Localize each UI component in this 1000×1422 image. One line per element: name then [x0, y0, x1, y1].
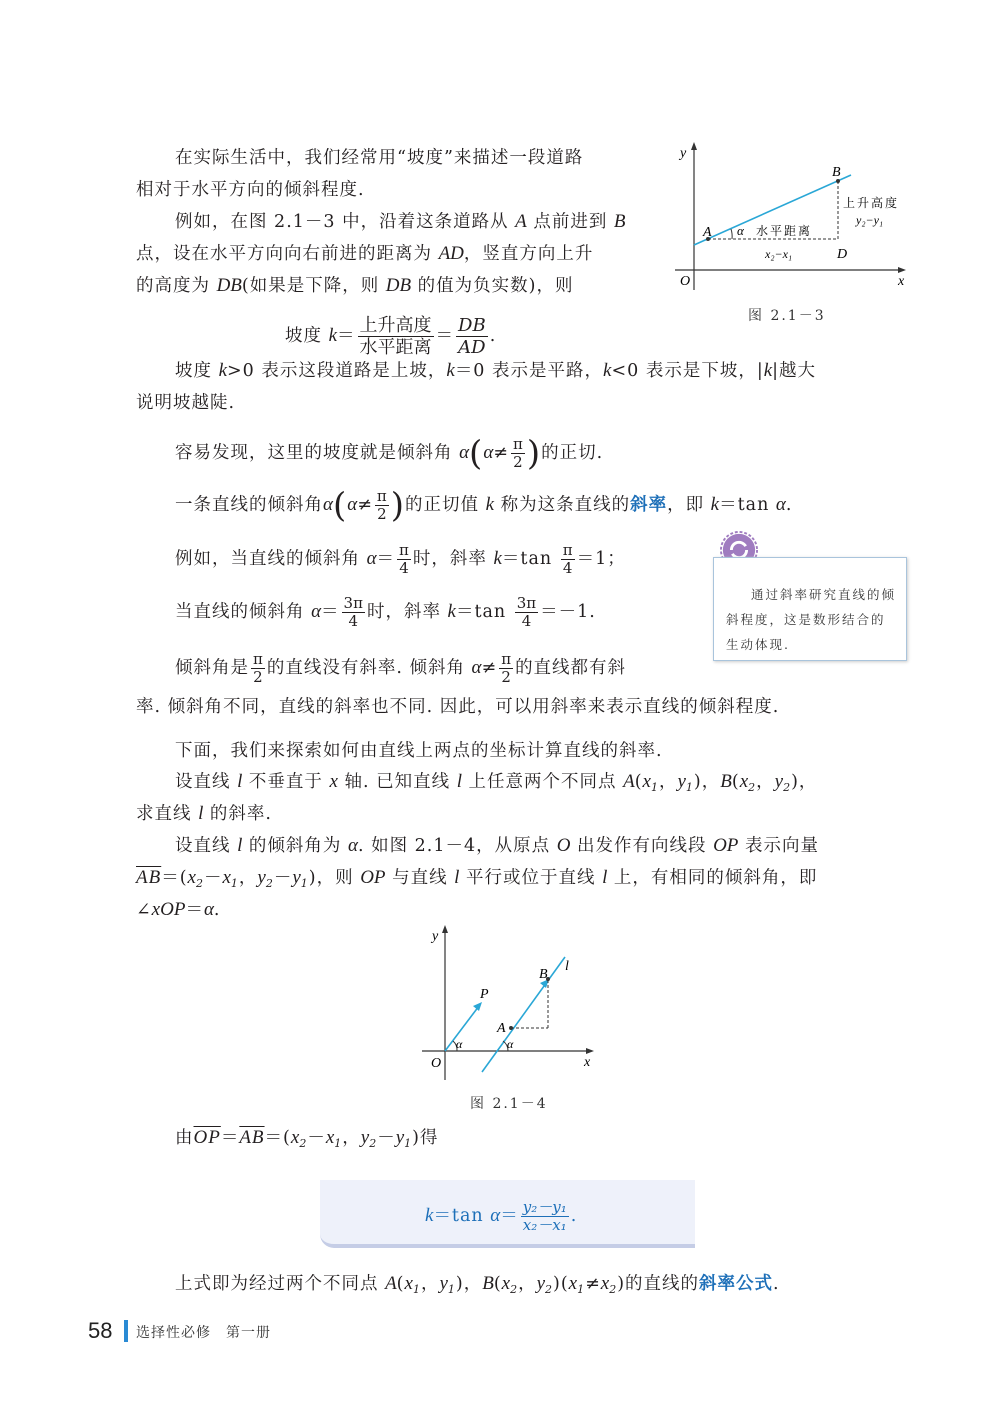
text-run: ，: [342, 1128, 361, 1148]
a-label: A: [497, 1021, 506, 1036]
math-variable: DB: [385, 275, 412, 296]
alpha-label-l: α: [507, 1037, 514, 1051]
text-line: [175, 433, 604, 474]
l-label: l: [565, 959, 569, 974]
fraction-numerator: π: [512, 435, 523, 453]
text-run: (: [493, 1274, 502, 1294]
text-run: )，: [693, 772, 721, 792]
a-label: A: [703, 225, 712, 240]
y-axis-arrow: [691, 142, 697, 150]
vector-op-arrow: [473, 1002, 482, 1011]
text-line: [136, 802, 272, 826]
fraction-denominator: 2: [253, 668, 263, 686]
text-run: ＝: [376, 549, 396, 569]
text-run: ≠: [357, 495, 373, 515]
text-run: 的倾斜角为: [242, 836, 348, 856]
subscript: 2: [545, 1283, 554, 1296]
math-variable: x: [739, 771, 749, 792]
text-line: [175, 485, 793, 526]
math-variable: α: [471, 657, 482, 678]
fraction-numerator: 上升高度: [359, 315, 432, 336]
slope-formula: [425, 1199, 577, 1234]
text-line: [175, 834, 819, 858]
fraction-denominator: 4: [521, 612, 532, 630]
text-run: (: [634, 772, 643, 792]
text-run: ，即: [667, 495, 711, 515]
math-variable: k: [328, 325, 338, 346]
math-variable: l: [237, 771, 243, 792]
text-line: [136, 695, 779, 719]
text-run: 当直线的倾斜角: [175, 602, 312, 622]
text-run: ＝(: [161, 868, 188, 888]
text-run: .: [773, 1274, 780, 1294]
text-run: )，: [791, 772, 818, 792]
text-run: 不垂直于: [242, 772, 330, 792]
y-label: y: [432, 929, 439, 944]
text-run: .: [785, 495, 793, 515]
text-run: )，: [455, 1274, 483, 1294]
b-label: B: [539, 967, 548, 982]
math-variable: x: [501, 1273, 511, 1294]
line-l: [482, 957, 565, 1072]
text-run: ＝tan: [719, 495, 776, 515]
side-note: [713, 557, 907, 661]
fraction: [375, 488, 389, 523]
math-variable: x: [187, 867, 196, 888]
math-variable: y: [292, 867, 301, 888]
text-run: 坡度: [285, 326, 329, 346]
text-run: ≠: [585, 1274, 601, 1294]
text-run: 的值为负实数)，则: [411, 276, 574, 296]
text-line: [175, 1272, 780, 1302]
alpha-label-o: α: [456, 1037, 463, 1051]
math-variable: k: [218, 360, 228, 381]
figure-caption: 图 2.1－4: [470, 1096, 548, 1112]
text-run: 由: [175, 1128, 194, 1148]
figure-2-1-4: [410, 920, 610, 1085]
b-label: B: [832, 165, 841, 180]
math-variable: x: [568, 1273, 578, 1294]
math-variable: α: [490, 1205, 501, 1226]
text-line: [175, 1126, 438, 1156]
text-line: [175, 542, 626, 577]
fraction: [251, 651, 265, 686]
fraction-numerator: π: [399, 541, 409, 559]
math-variable: x: [329, 771, 338, 792]
text-run: (如果是下降，则: [241, 276, 386, 296]
text-line: [136, 391, 235, 415]
text-line: [175, 595, 596, 630]
subscript: 2: [265, 877, 274, 890]
text-run: ＝: [185, 900, 204, 920]
math-variable: y: [536, 1273, 546, 1294]
subscript: 1: [412, 1283, 421, 1296]
keyword: 斜率公式: [699, 1274, 774, 1294]
text-run: ＝: [435, 326, 455, 346]
figure-caption: 图 2.1－3: [748, 308, 826, 324]
text-run: .: [570, 1206, 578, 1226]
vector: $\overline{AB}$: [239, 1127, 265, 1148]
fraction-denominator: 2: [513, 453, 523, 471]
fraction-denominator: 2: [501, 668, 511, 686]
text-run: ＝(: [264, 1128, 291, 1148]
fraction: [521, 1199, 569, 1234]
math-variable: l: [198, 803, 204, 824]
subscript: 2: [748, 781, 757, 794]
text-run: ＝: [337, 326, 356, 346]
text-run: 时，斜率: [366, 602, 448, 622]
math-variable: k: [493, 548, 502, 569]
math-variable: α: [459, 442, 470, 463]
math-variable: k: [603, 360, 612, 381]
page-number: 58: [88, 1318, 113, 1343]
math-variable: l: [237, 835, 243, 856]
text-run: 一条直线的倾斜角: [175, 495, 323, 515]
text-run: 设直线: [175, 836, 238, 856]
math-variable: l: [456, 771, 462, 792]
text-run: ＝0 表示是平路，: [454, 361, 604, 381]
alpha-label: α: [737, 223, 744, 238]
text-run: 的正切.: [541, 443, 604, 463]
text-run: ＝1；: [576, 549, 626, 569]
fraction-numerator: y₂－y₁: [522, 1198, 567, 1216]
math-variable: α: [311, 601, 322, 622]
figure-2-1-3: [670, 140, 920, 330]
math-variable: k: [446, 360, 455, 381]
math-variable: x: [600, 1273, 610, 1294]
text-run: 时，斜率: [412, 549, 494, 569]
text-run: －: [307, 1128, 326, 1148]
text-run: |越大: [772, 361, 817, 381]
math-variable: α: [323, 494, 333, 515]
text-run: ，: [420, 1274, 440, 1294]
text-line: [175, 770, 817, 800]
math-variable: y: [257, 867, 266, 888]
text-run: )，则: [308, 868, 361, 888]
dx-label: x₂−x₁: [765, 247, 793, 261]
text-line: [175, 359, 816, 383]
text-run: ＝tan: [501, 549, 559, 569]
fraction-numerator: π: [376, 487, 387, 505]
text-line: [136, 178, 365, 202]
text-run: <0 表示是下坡，|: [611, 361, 764, 381]
text-run: .: [213, 900, 221, 920]
text-run: ，: [238, 868, 258, 888]
text-line: [175, 739, 663, 763]
fraction: [358, 315, 434, 358]
math-variable: OP: [360, 867, 386, 888]
text-run: ＝tan: [455, 602, 513, 622]
fraction: [456, 315, 488, 358]
fraction-numerator: 3π: [343, 594, 363, 612]
math-variable: k: [710, 494, 720, 515]
text-line: [136, 898, 221, 922]
text-line: [175, 651, 626, 686]
math-variable: y: [395, 1127, 405, 1148]
text-line: [175, 146, 583, 170]
dy-label: y₂−y₁: [856, 213, 884, 227]
slope-formula-box: [320, 1180, 695, 1248]
fraction: [515, 595, 538, 630]
math-variable: α: [366, 548, 377, 569]
subscript: 1: [685, 781, 694, 794]
x-axis-arrow: [898, 267, 906, 273]
math-variable: α: [483, 442, 494, 463]
math-variable: y: [774, 771, 784, 792]
math-variable: A: [515, 211, 527, 232]
vector: $\overline{AB}$: [136, 867, 162, 888]
x-axis-arrow: [586, 1048, 594, 1054]
text-run: 表示向量: [738, 836, 819, 856]
math-variable: A: [623, 771, 635, 792]
fraction: [511, 436, 525, 471]
text-run: ＝－1.: [540, 602, 596, 622]
math-variable: α: [203, 899, 214, 920]
text-run: 在实际生活中，我们经常用“坡度”来描述一段道路: [175, 148, 584, 168]
math-variable: x: [290, 1127, 300, 1148]
text-run: －: [203, 868, 223, 888]
horizontal-distance-label: 水平距离: [756, 224, 813, 238]
p-label: P: [480, 987, 489, 1002]
text-run: ＝: [500, 1206, 519, 1226]
math-variable: l: [454, 867, 460, 888]
math-variable: α: [348, 835, 358, 856]
text-run: 率. 倾斜角不同，直线的斜率也不同. 因此，可以用斜率来表示直线的倾斜程度.: [136, 697, 780, 717]
text-run: －: [377, 1128, 396, 1148]
subscript: 2: [195, 877, 204, 890]
fraction-numerator: π: [562, 541, 573, 559]
math-variable: k: [425, 1205, 434, 1226]
x-label: x: [584, 1055, 591, 1070]
fraction-denominator: x₂－x₁: [522, 1216, 567, 1234]
fraction-denominator: 水平距离: [359, 337, 432, 358]
text-run: . 如图 2.1－4，从原点: [357, 836, 557, 856]
fraction: [499, 651, 513, 686]
fraction-numerator: π: [501, 650, 512, 668]
text-run: ，: [658, 772, 678, 792]
text-run: 下面，我们来探索如何由直线上两点的坐标计算直线的斜率.: [175, 741, 663, 761]
text-run: 例如，当直线的倾斜角: [175, 549, 367, 569]
parenthesis: (: [332, 485, 348, 526]
math-variable: α: [347, 494, 358, 515]
text-line: [136, 866, 817, 896]
math-variable: B: [720, 771, 732, 792]
text-run: －: [273, 868, 293, 888]
text-run: 的直线都有斜: [515, 658, 627, 678]
math-variable: y: [360, 1127, 370, 1148]
text-run: 上式即为经过两个不同点: [175, 1274, 386, 1294]
text-run: 出发作有向线段: [570, 836, 714, 856]
text-line: [136, 242, 593, 266]
text-run: 的斜率.: [203, 804, 272, 824]
fraction-denominator: 4: [399, 559, 409, 577]
text-run: 与直线: [385, 868, 455, 888]
text-run: ∠: [136, 900, 152, 920]
text-line: [136, 274, 574, 298]
math-variable: k: [763, 360, 773, 381]
text-run: 上任意两个不同点: [461, 772, 624, 792]
origin-label: O: [431, 1056, 442, 1071]
y-axis-arrow: [442, 925, 448, 933]
text-run: 的正切值: [405, 495, 486, 515]
text-run: >0 表示这段道路是上坡，: [227, 361, 447, 381]
text-run: (: [396, 1274, 405, 1294]
parenthesis: ): [390, 485, 406, 526]
fraction-numerator: 3π: [516, 594, 537, 612]
d-label: D: [837, 247, 848, 262]
text-run: 点前进到: [526, 212, 614, 232]
text-run: )(: [553, 1274, 569, 1294]
math-variable: α: [775, 494, 786, 515]
fraction-denominator: 2: [377, 505, 387, 523]
text-run: 倾斜角是: [175, 658, 249, 678]
text-run: ，: [756, 772, 775, 792]
math-variable: k: [447, 601, 456, 622]
subscript: 1: [334, 1137, 343, 1150]
text-run: ≠: [481, 658, 498, 678]
rise-label: 上升高度: [843, 196, 900, 210]
fraction-denominator: AD: [458, 337, 486, 358]
fraction: [342, 595, 365, 630]
text-run: 轴. 已知直线: [337, 772, 457, 792]
side-note-text: 通过斜率研究直线的倾斜程度，这是数形结合的生动体现.: [726, 587, 897, 652]
fraction-numerator: DB: [458, 315, 486, 336]
fraction: [561, 542, 575, 577]
text-run: 求直线: [136, 804, 199, 824]
math-variable: y: [677, 771, 686, 792]
text-run: 相对于水平方向的倾斜程度.: [136, 180, 365, 200]
point-a: [509, 1026, 513, 1030]
text-run: 说明坡越陡.: [136, 393, 236, 413]
parenthesis: (: [469, 433, 484, 474]
text-run: ，: [518, 1274, 537, 1294]
footer-divider: [124, 1320, 128, 1342]
subscript: 1: [650, 781, 659, 794]
y-label: y: [680, 146, 687, 161]
text-run: )得: [412, 1128, 439, 1148]
subscript: 1: [300, 877, 309, 890]
text-run: ＝: [321, 602, 340, 622]
fraction-numerator: π: [253, 650, 263, 668]
subscript: 2: [299, 1137, 308, 1150]
fraction-denominator: 4: [562, 559, 573, 577]
subscript: 1: [404, 1137, 413, 1150]
subscript: 2: [609, 1283, 618, 1296]
angle-arc: [731, 229, 732, 239]
subscript: 2: [510, 1283, 519, 1296]
subscript: 2: [783, 781, 792, 794]
text-run: ＝: [220, 1128, 240, 1148]
math-variable: y: [439, 1273, 448, 1294]
math-variable: l: [602, 867, 608, 888]
text-run: ＝tan: [433, 1206, 491, 1226]
book-title: 选择性必修 第一册: [136, 1325, 271, 1341]
text-run: 设直线: [175, 772, 238, 792]
text-run: .: [489, 326, 497, 346]
text-run: 点，设在水平方向向右前进的距离为: [136, 244, 439, 264]
math-variable: x: [642, 771, 651, 792]
subscript: 1: [447, 1283, 456, 1296]
math-variable: O: [556, 835, 571, 856]
text-run: 容易发现，这里的坡度就是倾斜角: [175, 443, 460, 463]
math-variable: x: [404, 1273, 413, 1294]
parenthesis: ): [526, 433, 542, 474]
math-variable: A: [385, 1273, 397, 1294]
vector: $\overline{OP}$: [193, 1127, 221, 1148]
text-run: 上，有相同的倾斜角，即: [607, 868, 818, 888]
fraction: [397, 542, 411, 577]
text-line: [175, 210, 626, 234]
subscript: 1: [230, 877, 239, 890]
text-run: 例如，在图 2.1－3 中，沿着这条道路从: [175, 212, 516, 232]
text-run: (: [731, 772, 740, 792]
math-variable: AD: [438, 243, 464, 264]
text-run: 平行或位于直线: [459, 868, 603, 888]
math-variable: k: [485, 494, 495, 515]
text-run: ≠: [493, 443, 509, 463]
text-run: )的直线的: [617, 1274, 700, 1294]
math-variable: DB: [216, 275, 242, 296]
keyword: 斜率: [630, 495, 668, 515]
text-run: ，竖直方向上升: [463, 244, 594, 264]
text-run: 坡度: [175, 361, 219, 381]
math-variable: B: [613, 211, 626, 232]
math-variable: x: [325, 1127, 335, 1148]
x-label: x: [898, 274, 905, 289]
text-run: 的直线没有斜率. 倾斜角: [266, 658, 472, 678]
subscript: 2: [369, 1137, 378, 1150]
subscript: 1: [577, 1283, 586, 1296]
fraction-denominator: 4: [348, 612, 359, 630]
text-run: 的高度为: [136, 276, 217, 296]
text-run: 称为这条直线的: [494, 495, 631, 515]
origin-label: O: [680, 274, 691, 289]
math-variable: B: [482, 1273, 494, 1294]
math-variable: x: [222, 867, 231, 888]
math-variable: xOP: [151, 899, 186, 920]
math-variable: OP: [713, 835, 739, 856]
text-line: [285, 315, 496, 358]
